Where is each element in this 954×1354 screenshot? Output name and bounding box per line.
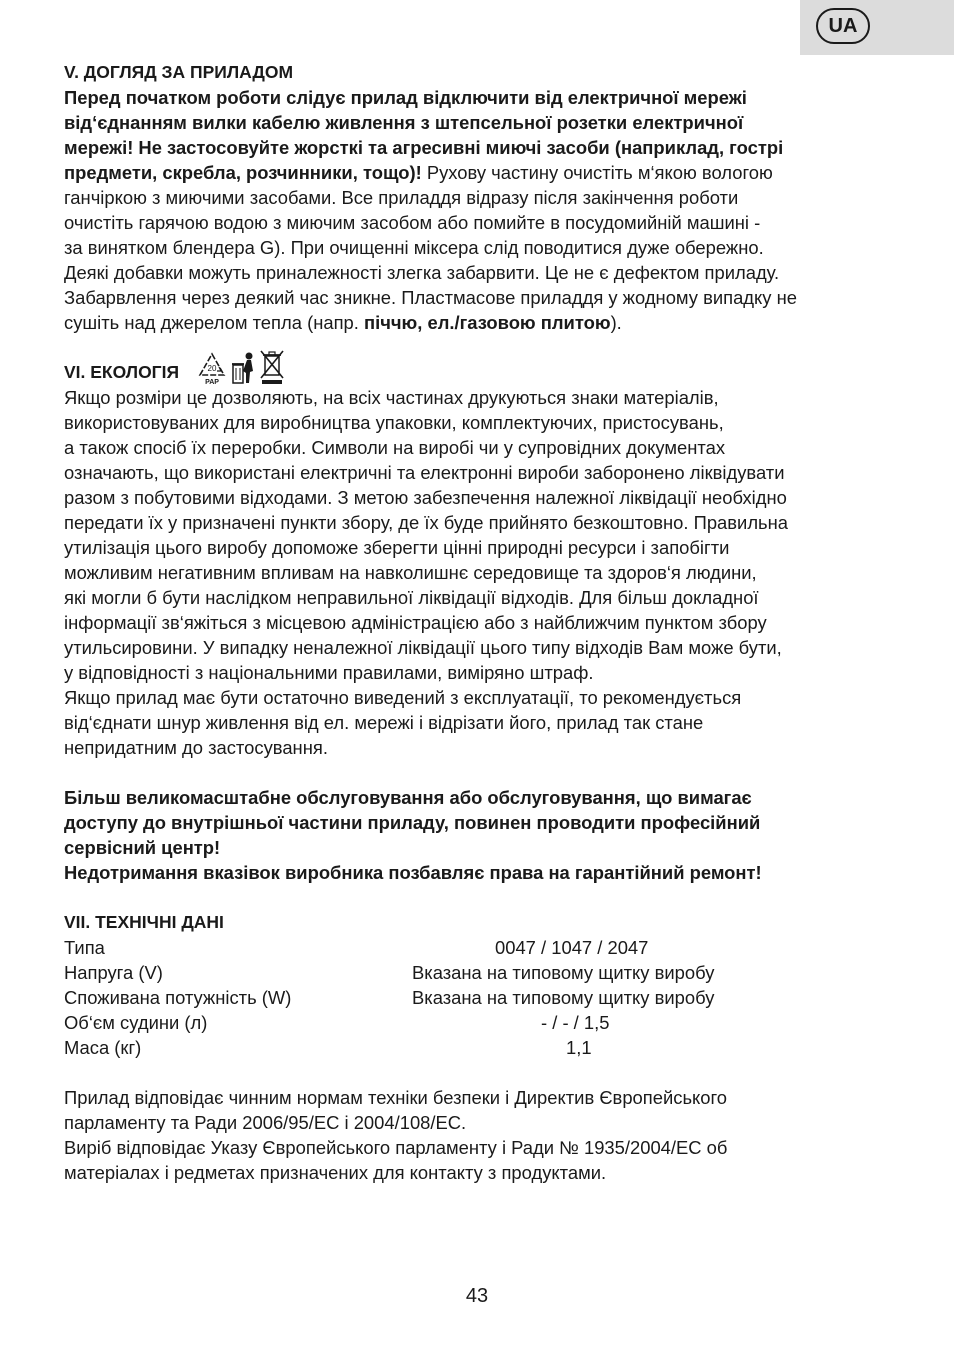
- section-6-line: Якщо розміри це дозволяють, на всіх частинах друкуються знаки матеріалів,: [64, 387, 719, 408]
- section-6-line: разом з побутовими відходами. З метою забезпечення належної ліквідації необхідно: [64, 487, 787, 508]
- page-content: [64, 60, 894, 1185]
- section-7-title: VII. ТЕХНІЧНІ ДАНІ: [64, 912, 224, 932]
- section-5-line: за винятком блендера G). При очищенні міксера слід поводитися дуже обережно.: [64, 237, 764, 258]
- section-5-last-end: ).: [610, 312, 622, 333]
- spec-table: [64, 935, 894, 1060]
- warning-line: Більш великомасштабне обслуговування або обслуговування, що вимагає: [64, 787, 752, 808]
- compliance-line: Прилад відповідає чинним нормам техніки безпеки і Директив Європейського: [64, 1087, 728, 1108]
- language-badge: UA: [816, 8, 870, 44]
- section-5-line: очистіть гарячою водою з миючим засобом або помийте в посудомийній машині -: [64, 212, 761, 233]
- spec-label: Об‘єм судини (л): [64, 1012, 208, 1033]
- warranty-warning: Недотримання вказівок виробника позбавляє права на гарантійний ремонт!: [64, 862, 762, 883]
- section-6-line: інформації зв‘яжіться з місцевою адміністрацією або з найближчим пунктом збору: [64, 612, 767, 633]
- section-5-bold-line: Перед початком роботи слідує прилад відключити від електричної мережі: [64, 87, 747, 108]
- spec-value: 0047 / 1047 / 2047: [495, 937, 649, 958]
- section-5-last-line: [64, 310, 894, 335]
- warning-line: доступу до внутрішньої частини приладу, повинен проводити професійний: [64, 812, 761, 833]
- section-6-line: означають, що використані електричні та електронні вироби заборонено ліквідувати: [64, 462, 785, 483]
- spec-row: [64, 1010, 894, 1035]
- language-tab: [800, 0, 954, 55]
- spec-row: [64, 985, 894, 1010]
- section-6-line: використовуваних для виробництва упаковки, комплектуючих, пристосувань,: [64, 412, 724, 433]
- section-5-bold-fragment: предмети, скребла, розчинники, тощо)!: [64, 162, 422, 183]
- section-6-line: у відповідності з національними правилами, виміряно штраф.: [64, 662, 594, 683]
- spec-label: Споживана потужність (W): [64, 987, 292, 1008]
- section-5-title: V. ДОГЛЯД ЗА ПРИЛАДОМ: [64, 62, 294, 82]
- section-5-line: ганчіркою з миючими засобами. Все приладдя відразу після закінчення роботи: [64, 187, 739, 208]
- section-5-normal-fragment: Рухову частину очистіть м‘якою вологою: [421, 162, 773, 183]
- spec-value: - / - / 1,5: [541, 1012, 610, 1033]
- trash-bin-recycle-icon: [229, 351, 257, 385]
- spec-value: Вказана на типовому щитку виробу: [412, 987, 715, 1008]
- section-5-mixed-line: [64, 160, 894, 185]
- spec-label: Маса (кг): [64, 1037, 142, 1058]
- section-6-line: а також спосіб їх переробки. Символи на виробі чи у супровідних документах: [64, 437, 726, 458]
- compliance-line: парламенту та Ради 2006/95/ЕС і 2004/108/ЕС.: [64, 1112, 467, 1133]
- section-5-bold-line: мережі! Не застосовуйте жорсткі та агресивні миючі засоби (наприклад, гострі: [64, 137, 784, 158]
- compliance-line: матеріалах і редметах призначених для контакту з продуктами.: [64, 1162, 607, 1183]
- section-6-line: передати їх у призначені пункти збору, де їх буде прийнято безкоштовно. Правильна: [64, 512, 789, 533]
- section-6-line: можливим негативним впливам на навколишнє середовище та здоров‘я людини,: [64, 562, 757, 583]
- eco-icons: [197, 349, 285, 385]
- compliance-line: Виріб відповідає Указу Європейського парламенту і Ради № 1935/2004/ЕС об: [64, 1137, 728, 1158]
- page-number: 43: [465, 1285, 489, 1307]
- section-6-heading-row: [64, 349, 894, 385]
- recycle-code: PAP: [205, 379, 219, 385]
- spec-row: [64, 1035, 894, 1060]
- section-6-line: непридатним до застосування.: [64, 737, 328, 758]
- warning-line: сервісний центр!: [64, 837, 221, 858]
- section-6-line: утильсировини. У випадку неналежної ліквідації цього типу відходів Вам може бути,: [64, 637, 782, 658]
- spec-label: Напруга (V): [64, 962, 163, 983]
- section-6-line: які могли б бути наслідком неправильної ліквідації відходів. Для більш докладної: [64, 587, 759, 608]
- section-5-last-start: сушіть над джерелом тепла (напр.: [64, 312, 364, 333]
- spec-row: [64, 935, 894, 960]
- spec-label: Типа: [64, 937, 105, 958]
- section-6-line: від‘єднати шнур живлення від ел. мережі і відрізати його, прилад так стане: [64, 712, 704, 733]
- section-5-line: Деякі добавки можуть приналежності злегка забарвити. Це не є дефектом приладу.: [64, 262, 780, 283]
- crossed-out-bin-icon: [259, 349, 285, 385]
- recycle-number: 20: [207, 364, 217, 373]
- section-6-title: VI. ЕКОЛОГІЯ: [64, 362, 180, 382]
- section-5-line: Забарвлення через деякий час зникне. Пластмасове приладдя у жодному випадку не: [64, 287, 797, 308]
- spec-value: Вказана на типовому щитку виробу: [412, 962, 715, 983]
- section-5-last-bold: піччю, ел./газовою плитою: [363, 312, 611, 333]
- section-5-bold-line: від‘єднанням вилки кабелю живлення з штепсельної розетки електричної: [64, 112, 744, 133]
- section-6-line: Якщо прилад має бути остаточно виведений з експлуатації, то рекомендується: [64, 687, 742, 708]
- spec-row: [64, 960, 894, 985]
- section-6-line: утилізація цього виробу допоможе зберегти цінні природні ресурси і запобігти: [64, 537, 730, 558]
- spec-value: 1,1: [566, 1037, 592, 1058]
- recycle-20-pap-icon: [197, 351, 227, 385]
